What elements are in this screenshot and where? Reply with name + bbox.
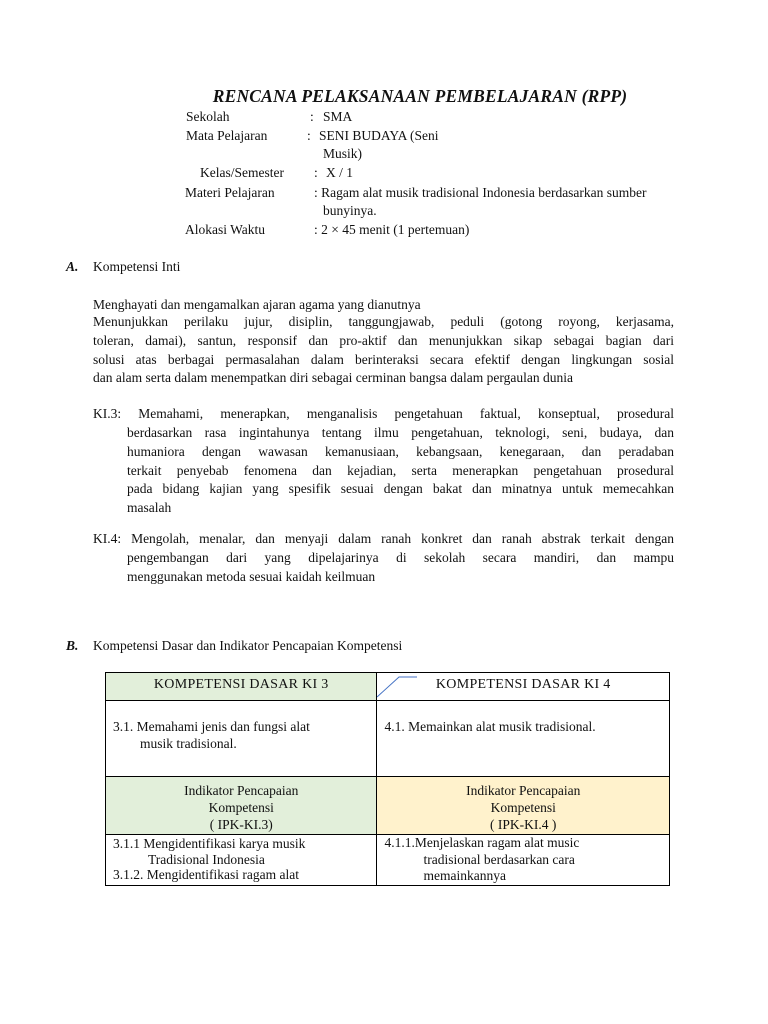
ind4-1-line1: 4.1.1.Menjelaskan ragam alat music <box>384 835 580 850</box>
ipk-ki3-line3: ( IPK-KI.3) <box>209 817 273 832</box>
ind4-1-line3: memainkannya <box>423 868 506 883</box>
sekolah-label: Sekolah <box>186 109 230 124</box>
ki3-line: masalah <box>127 500 172 516</box>
ki3-line: terkait penyebab fenomena dan kejadian, serta menerapkan pengetahuan prosedural <box>127 462 674 478</box>
table-header-row <box>106 673 670 701</box>
ki4-first-line <box>93 530 674 549</box>
materi-value-line1: : Ragam alat musik tradisional Indonesia berdasarkan sumber <box>314 185 647 200</box>
ki2-line: solusi atas berbagai permasalahan dalam berinteraksi secara efektif dengan lingkungan sosial <box>93 351 674 367</box>
kd3-line1: 3.1. Memahami jenis dan fungsi alat <box>113 719 310 734</box>
ki4-paragraph <box>127 549 674 587</box>
section-a-letter: A. <box>66 259 79 274</box>
ki4-line: menggunakan metoda sesuai kaidah keilmuan <box>127 568 376 584</box>
diagonal-line-decoration <box>377 673 417 700</box>
ind3-2-line1: 3.1.2. Mengidentifikasi ragam alat <box>113 867 299 882</box>
kompetensi-table <box>105 672 670 886</box>
section-b-title: Kompetensi Dasar dan Indikator Pencapaian Kompetensi <box>93 638 403 653</box>
kelas-value: X / 1 <box>326 165 353 180</box>
header-kd-ki3 <box>106 673 377 701</box>
kd4-line1: 4.1. Memainkan alat musik tradisional. <box>384 719 596 734</box>
materi-label: Materi Pelajaran <box>185 185 275 200</box>
materi-value-line2: bunyinya. <box>323 203 377 218</box>
ki2-line: toleran, damai), santun, responsif dan pro-aktif dan menunjukkan sikap sebagai bagian dari <box>93 332 674 348</box>
ind3-1-line1: 3.1.1 Mengidentifikasi karya musik <box>113 836 306 851</box>
ki3-line: humaniora dengan wawasan kemanusiaan, kebangsaan, kenegaraan, dan peradaban <box>127 443 674 459</box>
ind4-1-line2: tradisional berdasarkan cara <box>423 851 575 867</box>
header-kd-ki4 <box>377 673 670 701</box>
sekolah-value: SMA <box>323 109 353 124</box>
kelas-label: Kelas/Semester <box>200 165 284 180</box>
mapel-label: Mata Pelajaran <box>186 128 268 143</box>
header-kd-ki4-text: KOMPETENSI DASAR KI 4 <box>435 677 611 692</box>
mapel-value-line1: SENI BUDAYA (Seni <box>319 128 439 143</box>
ipk-ki4-line2: Kompetensi <box>490 800 556 815</box>
ki3-line: KI.3: Memahami, menerapkan, menganalisis pengetahuan faktual, konseptual, prosedural <box>93 406 674 421</box>
section-b-letter: B. <box>66 638 79 653</box>
section-a-title: Kompetensi Inti <box>93 259 181 274</box>
kd3-line2: musik tradisional. <box>140 736 237 751</box>
ipk-ki4-header <box>377 777 670 835</box>
kelas-sep: : <box>314 165 318 180</box>
ipk-ki3-line1: Indikator Pencapaian <box>184 783 299 798</box>
table-row <box>106 835 670 886</box>
ipk-ki4-line3: ( IPK-KI.4 ) <box>490 817 557 832</box>
ipk-ki4-line1: Indikator Pencapaian <box>466 783 581 798</box>
ki2-line: Menunjukkan perilaku jujur, disiplin, tanggungjawab, peduli (gotong royong, kerjasama, <box>93 314 674 329</box>
ipk-ki3-line2: Kompetensi <box>208 800 274 815</box>
kd4-cell <box>377 701 670 777</box>
ki2-line: dan alam serta dalam menempatkan diri sebagai cerminan bangsa dalam pergaulan dunia <box>93 370 573 386</box>
kd3-cell <box>106 701 377 777</box>
indikator-ki4-cell <box>377 835 670 886</box>
table-row <box>106 777 670 835</box>
header-kd-ki3-text: KOMPETENSI DASAR KI 3 <box>153 677 329 692</box>
table-row <box>106 701 670 777</box>
ipk-ki3-header <box>106 777 377 835</box>
alokasi-label: Alokasi Waktu <box>185 222 266 237</box>
ki1-text: Menghayati dan mengamalkan ajaran agama yang dianutnya <box>93 297 421 312</box>
sekolah-sep: : <box>310 109 314 124</box>
ki3-line: pada bidang kajian yang spesifik sesuai dengan bakat dan minatnya untuk memecahkan <box>127 481 674 497</box>
ki3-line: berdasarkan rasa ingintahunya tentang ilmu pengetahuan, teknologi, seni, budaya, dan <box>127 425 674 440</box>
document-title: RENCANA PELAKSANAAN PEMBELAJARAN (RPP) <box>212 86 628 106</box>
mapel-value-line2: Musik) <box>323 146 363 161</box>
ki4-line: pengembangan dari yang dipelajarinya di sekolah secara mandiri, dan mampu <box>127 550 674 565</box>
alokasi-value: : 2 × 45 menit (1 pertemuan) <box>314 222 470 237</box>
ki4-line: KI.4: Mengolah, menalar, dan menyaji dalam ranah konkret dan ranah abstrak terkait dengan <box>93 531 674 546</box>
ki3-first-line <box>93 405 674 424</box>
ki3-paragraph <box>127 424 674 518</box>
mapel-sep: : <box>307 128 311 143</box>
ind3-1-line2: Tradisional Indonesia <box>148 851 265 867</box>
ki2-paragraph <box>93 313 674 388</box>
indikator-ki3-cell <box>106 835 377 886</box>
